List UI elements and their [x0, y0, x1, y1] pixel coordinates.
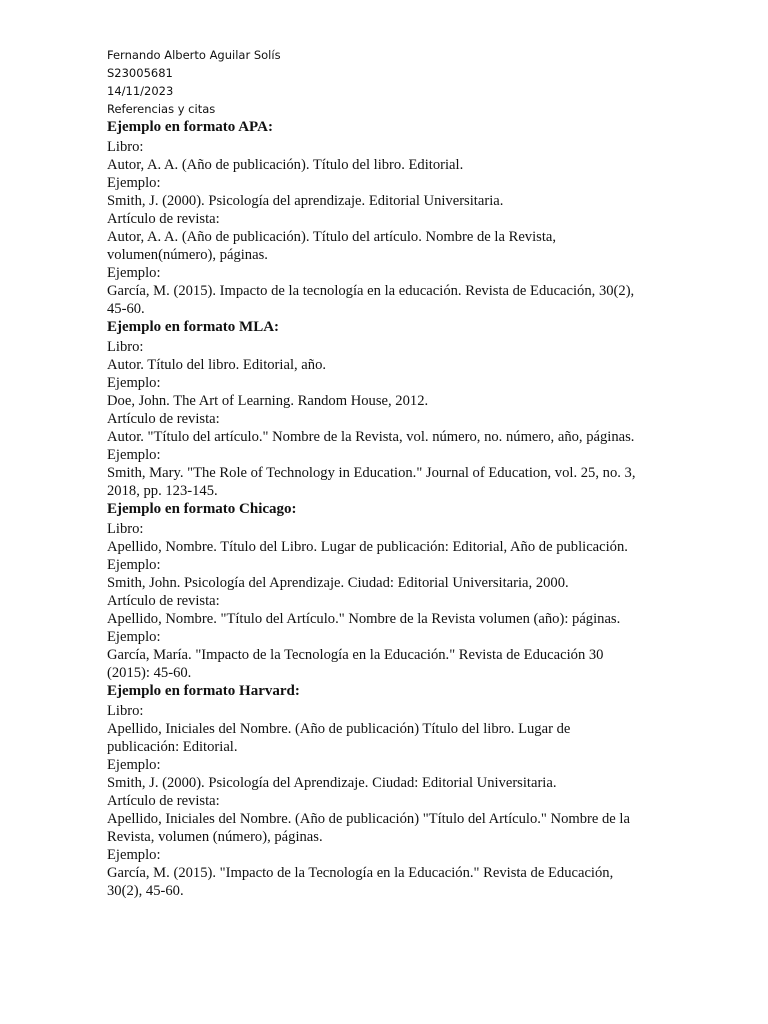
- article-example: Smith, Mary. "The Role of Technology in Education." Journal of Education, vol. 25, no. 3,: [107, 465, 636, 481]
- article-format-cont: volumen(número), páginas.: [107, 247, 268, 263]
- section-title: Ejemplo en formato Harvard:: [107, 683, 300, 699]
- document-header: [107, 46, 707, 118]
- document-page: [107, 46, 707, 900]
- article-example-cont: 45-60.: [107, 301, 145, 317]
- book-format: Apellido, Nombre. Título del Libro. Lugar de publicación: Editorial, Año de publicación.: [107, 539, 628, 555]
- section-title: Ejemplo en formato MLA:: [107, 319, 280, 335]
- book-format: Apellido, Iniciales del Nombre. (Año de publicación) Título del libro. Lugar de: [107, 721, 571, 737]
- article-example: García, M. (2015). Impacto de la tecnología en la educación. Revista de Educación, 30(2),: [107, 283, 635, 299]
- label-book: Libro:: [107, 521, 144, 537]
- label-book: Libro:: [107, 139, 144, 155]
- label-article: Artículo de revista:: [107, 593, 220, 609]
- document-topic: Referencias y citas: [107, 102, 216, 116]
- document-date: 14/11/2023: [107, 84, 174, 98]
- label-example: Ejemplo:: [107, 757, 161, 773]
- article-example: García, María. "Impacto de la Tecnología en la Educación." Revista de Educación 30: [107, 647, 604, 663]
- label-example: Ejemplo:: [107, 447, 161, 463]
- book-format: Autor. Título del libro. Editorial, año.: [107, 357, 327, 373]
- book-example: Doe, John. The Art of Learning. Random House, 2012.: [107, 393, 429, 409]
- label-article: Artículo de revista:: [107, 211, 220, 227]
- article-format: Apellido, Iniciales del Nombre. (Año de publicación) "Título del Artículo." Nombre de la: [107, 811, 630, 827]
- section-title: Ejemplo en formato APA:: [107, 119, 273, 135]
- label-example: Ejemplo:: [107, 265, 161, 281]
- student-id: S23005681: [107, 66, 173, 80]
- label-example: Ejemplo:: [107, 175, 161, 191]
- book-format: Autor, A. A. (Año de publicación). Título del libro. Editorial.: [107, 157, 464, 173]
- section-chicago: [107, 500, 707, 682]
- section-harvard: [107, 682, 707, 900]
- section-apa: [107, 118, 707, 318]
- article-format: Autor. "Título del artículo." Nombre de la Revista, vol. número, no. número, año, páginas.: [107, 429, 635, 445]
- article-example-cont: (2015): 45-60.: [107, 665, 192, 681]
- label-example: Ejemplo:: [107, 375, 161, 391]
- book-example: Smith, J. (2000). Psicología del Aprendizaje. Ciudad: Editorial Universitaria.: [107, 775, 557, 791]
- book-format-cont: publicación: Editorial.: [107, 739, 238, 755]
- label-book: Libro:: [107, 703, 144, 719]
- article-example-cont: 30(2), 45-60.: [107, 883, 184, 899]
- label-example: Ejemplo:: [107, 557, 161, 573]
- book-example: Smith, John. Psicología del Aprendizaje. Ciudad: Editorial Universitaria, 2000.: [107, 575, 569, 591]
- section-title: Ejemplo en formato Chicago:: [107, 501, 297, 517]
- article-example: García, M. (2015). "Impacto de la Tecnología en la Educación." Revista de Educación,: [107, 865, 614, 881]
- label-example: Ejemplo:: [107, 629, 161, 645]
- book-example: Smith, J. (2000). Psicología del aprendizaje. Editorial Universitaria.: [107, 193, 504, 209]
- author-name: Fernando Alberto Aguilar Solís: [107, 48, 281, 62]
- label-book: Libro:: [107, 339, 144, 355]
- section-mla: [107, 318, 707, 500]
- article-format: Apellido, Nombre. "Título del Artículo." Nombre de la Revista volumen (año): páginas.: [107, 611, 621, 627]
- label-example: Ejemplo:: [107, 847, 161, 863]
- label-article: Artículo de revista:: [107, 411, 220, 427]
- article-example-cont: 2018, pp. 123-145.: [107, 483, 218, 499]
- label-article: Artículo de revista:: [107, 793, 220, 809]
- article-format: Autor, A. A. (Año de publicación). Título del artículo. Nombre de la Revista,: [107, 229, 557, 245]
- article-format-cont: Revista, volumen (número), páginas.: [107, 829, 323, 845]
